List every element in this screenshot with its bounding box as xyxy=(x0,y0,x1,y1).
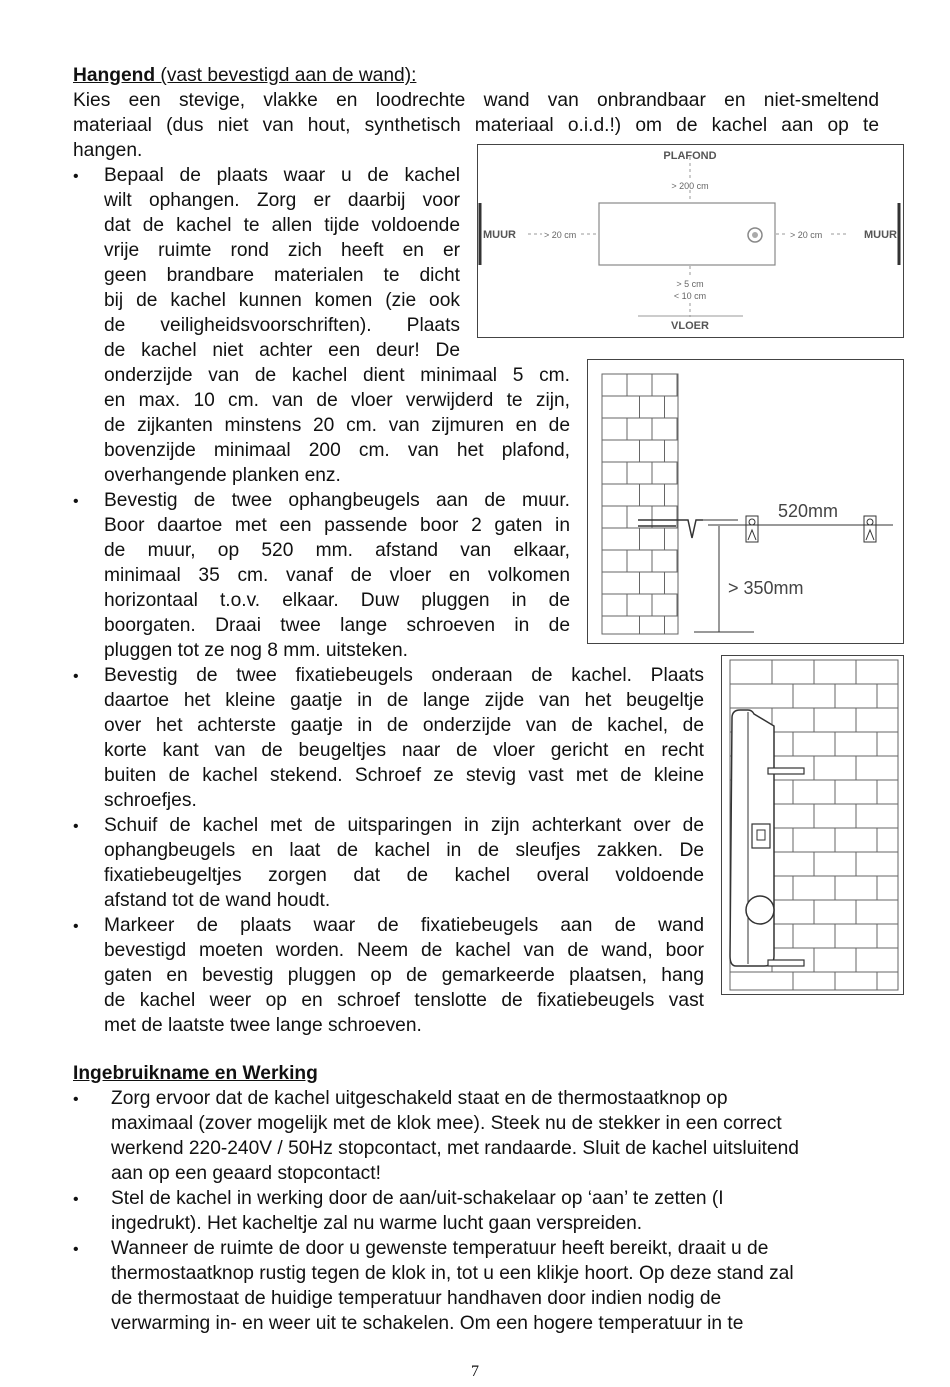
section-heading-hangend xyxy=(73,63,416,88)
heading-bold: Hangend xyxy=(73,65,156,86)
intro-line: Kies een stevige, vlakke en loodrechte wand van onbrandbaar en niet-smeltend xyxy=(73,90,879,111)
intro-line: materiaal (dus niet van hout, synthetisch materiaal o.i.d.!) om de kachel aan op te xyxy=(73,115,879,136)
clearance-diagram xyxy=(477,144,904,338)
brick-wall xyxy=(602,374,678,634)
paragraph-line: Markeer de plaats waar de fixatiebeugels aan de wand xyxy=(104,915,704,936)
heater-side-view-diagram xyxy=(721,655,904,995)
bracket-mounting-diagram xyxy=(587,359,904,644)
paragraph-line: Bevestig de twee ophangbeugels aan de muur. xyxy=(104,490,570,511)
bracket-icon xyxy=(864,516,876,542)
bullet-symbol: • xyxy=(73,1091,79,1108)
paragraph-line: met de laatste twee lange schroeven. xyxy=(104,1015,422,1036)
paragraph-line: de kachel niet achter een deur! De xyxy=(104,340,460,361)
paragraph-line: bovenzijde minimaal 200 cm. van het plafond, xyxy=(104,440,570,461)
paragraph-line: ingedrukt). Het kacheltje zal nu warme lucht gaan verspreiden. xyxy=(111,1213,643,1234)
label-top-gap: > 200 cm xyxy=(671,181,709,191)
paragraph-line: boorgaten. Draai twee lange schroeven in de xyxy=(104,615,570,636)
paragraph-line: aan op een geaard stopcontact! xyxy=(111,1163,381,1184)
paragraph-line: de muur, op 520 mm. afstand van elkaar, xyxy=(104,540,570,561)
paragraph-line: Schuif de kachel met de uitsparingen in zijn achterkant over de xyxy=(104,815,704,836)
label-bottom-gap-max: < 10 cm xyxy=(673,291,707,301)
paragraph-line: korte kant van de beugeltjes naar de vloer gericht en recht xyxy=(104,740,704,761)
label-side-gap-left: > 20 cm xyxy=(544,230,577,240)
label-520mm: 520mm xyxy=(778,501,839,521)
paragraph-line: overhangende planken enz. xyxy=(104,465,341,486)
bracket-icon xyxy=(746,516,758,542)
paragraph-line: Bepaal de plaats waar u de kachel xyxy=(104,165,460,186)
paragraph-line: verwarming in- en weer uit te schakelen. Om een hogere temperatuur in te xyxy=(111,1313,744,1334)
label-vloer: VLOER xyxy=(671,320,709,332)
paragraph-line: Wanneer de ruimte de door u gewenste temperatuur heeft bereikt, draait u de xyxy=(111,1238,769,1259)
paragraph-line: de thermostaat de huidige temperatuur handhaven door indien nodig de xyxy=(111,1288,722,1309)
paragraph-line: Stel de kachel in werking door de aan/uit-schakelaar op ‘aan’ te zetten (I xyxy=(111,1188,724,1209)
paragraph-line: horizontaal t.o.v. elkaar. Duw pluggen in de xyxy=(104,590,570,611)
label-muur-left: MUUR xyxy=(483,229,516,241)
paragraph-line: bij de kachel kunnen komen (zie ook xyxy=(104,290,460,311)
bullet-symbol: • xyxy=(73,818,79,835)
heading-text: Ingebruikname en Werking xyxy=(73,1063,318,1084)
label-plafond: PLAFOND xyxy=(663,150,717,162)
paragraph-line: onderzijde van de kachel dient minimaal 5 cm. xyxy=(104,365,570,386)
paragraph-line: fixatiebeugeltjes zorgen dat de kachel overal voldoende xyxy=(104,865,704,886)
heading-rest: (vast bevestigd aan de wand): xyxy=(155,65,417,86)
paragraph-line: vrije ruimte rond zich heeft en er xyxy=(104,240,460,261)
paragraph-line: geen brandbare materialen te dicht xyxy=(104,265,460,286)
bullet-symbol: • xyxy=(73,493,79,510)
paragraph-line: bevestigd moeten worden. Neem de kachel van de wand, boor xyxy=(104,940,704,961)
paragraph-line: maximaal (zover mogelijk met de klok mee). Steek nu de stekker in een correct xyxy=(111,1113,782,1134)
intro-line: hangen. xyxy=(73,140,143,161)
paragraph-line: de kachel weer op en schroef tenslotte de fixatiebeugels vast xyxy=(104,990,704,1011)
paragraph-line: Bevestig de twee fixatiebeugels onderaan de kachel. Plaats xyxy=(104,665,704,686)
paragraph-line: gaten en bevestig pluggen op de gemarkeerde plaatsen, hang xyxy=(104,965,704,986)
paragraph-line: schroefjes. xyxy=(104,790,197,811)
section-heading-ingebruikname xyxy=(73,1061,318,1086)
bullet-symbol: • xyxy=(73,168,79,185)
bullet-symbol: • xyxy=(73,918,79,935)
paragraph-line: Zorg ervoor dat de kachel uitgeschakeld staat en de thermostaatknop op xyxy=(111,1088,728,1109)
bullet-symbol: • xyxy=(73,668,79,685)
paragraph-line: thermostaatknop rustig tegen de klok in, tot u een klikje hoort. Op deze stand zal xyxy=(111,1263,794,1284)
bullet-symbol: • xyxy=(73,1191,79,1208)
paragraph-line: over het achterste gaatje in de onderzijde van de kachel, de xyxy=(104,715,704,736)
paragraph-line: de veiligheidsvoorschriften). Plaats xyxy=(104,315,460,336)
paragraph-line: de zijkanten minstens 20 cm. van zijmuren en de xyxy=(104,415,570,436)
bullet-symbol: • xyxy=(73,1241,79,1258)
paragraph-line: buiten de kachel stekend. Schroef ze stevig vast met de kleine xyxy=(104,765,704,786)
paragraph-line: minimaal 35 cm. vanaf de vloer en volkomen xyxy=(104,565,570,586)
label-muur-right: MUUR xyxy=(864,229,897,241)
label-side-gap-right: > 20 cm xyxy=(790,230,823,240)
paragraph-line: wilt ophangen. Zorg er daarbij voor xyxy=(104,190,460,211)
paragraph-line: pluggen tot ze nog 8 mm. uitsteken. xyxy=(104,640,408,661)
paragraph-line: en max. 10 cm. van de vloer verwijderd te zijn, xyxy=(104,390,570,411)
page-number: 7 xyxy=(471,1363,479,1380)
paragraph-line: Boor daartoe met een passende boor 2 gaten in xyxy=(104,515,570,536)
paragraph-line: afstand tot de wand houdt. xyxy=(104,890,331,911)
paragraph-line: ophangbeugels en laat de kachel in de sleufjes zakken. De xyxy=(104,840,704,861)
paragraph-line: werkend 220-240V / 50Hz stopcontact, met randaarde. Sluit de kachel uitsluitend xyxy=(111,1138,799,1159)
paragraph-line: dat de kachel te allen tijde voldoende xyxy=(104,215,460,236)
paragraph-line: daartoe het kleine gaatje in de lange zijde van het beugeltje xyxy=(104,690,704,711)
label-350mm: > 350mm xyxy=(728,578,804,598)
label-bottom-gap-min: > 5 cm xyxy=(676,279,704,289)
